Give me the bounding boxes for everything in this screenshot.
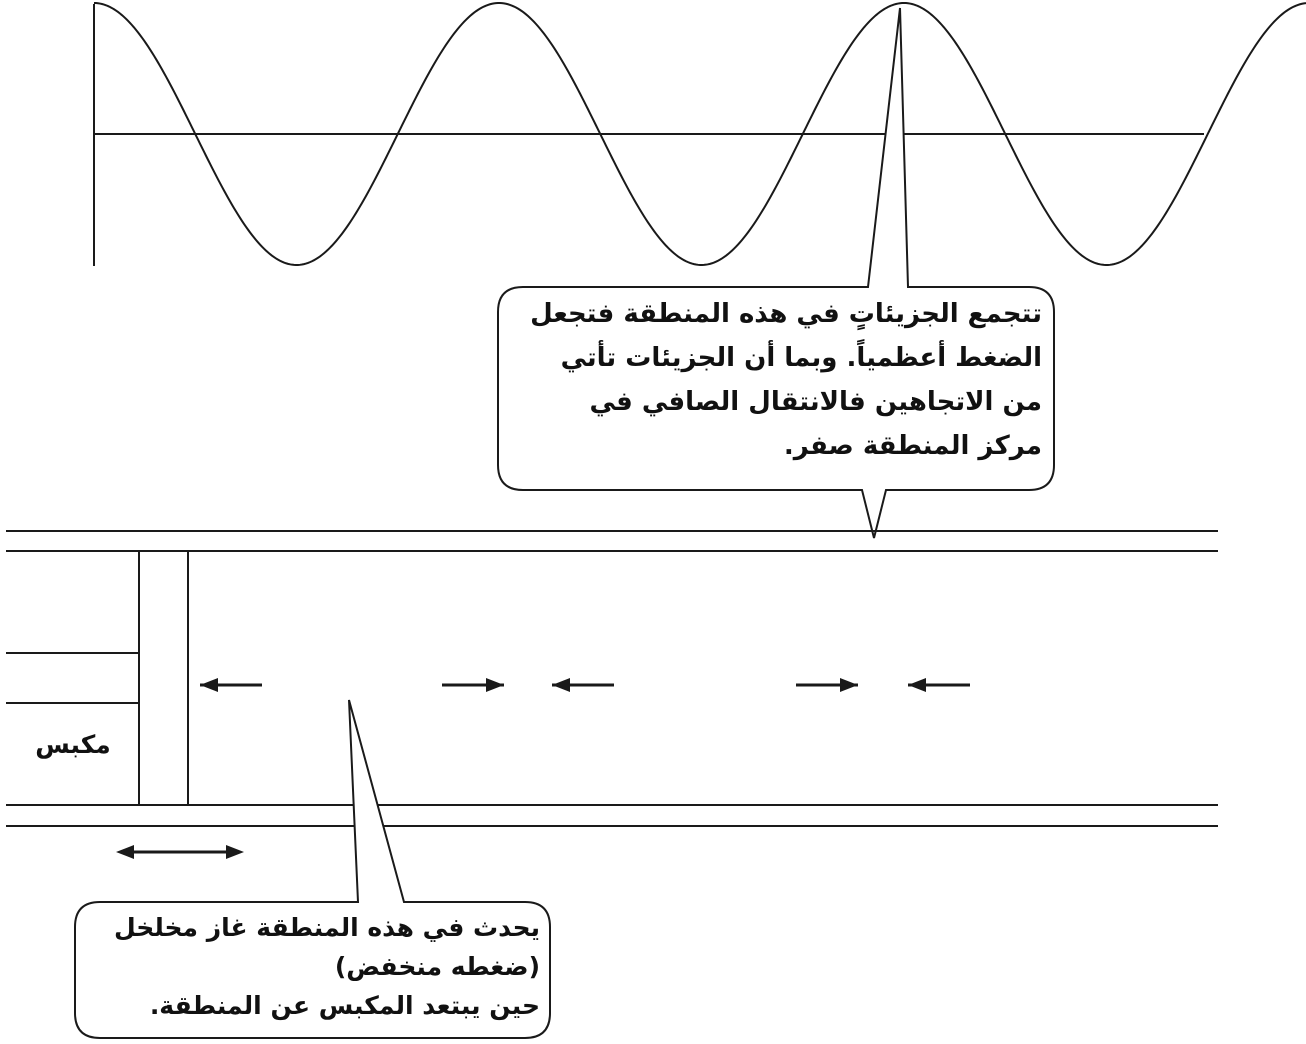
rarefaction-callout-text bbox=[84, 908, 540, 1025]
compression-line-4: مركز المنطقة صفر. bbox=[783, 431, 1042, 461]
compression-callout-text bbox=[512, 292, 1042, 468]
molecule-arrow-right bbox=[442, 678, 504, 692]
rarefaction-line-3: حين يبتعد المكبس عن المنطقة. bbox=[149, 991, 540, 1020]
molecule-arrow-right bbox=[796, 678, 858, 692]
molecule-arrow-left bbox=[908, 678, 970, 692]
compression-line-1: تتجمع الجزيئاتٍ في هذه المنطقة فتجعل bbox=[530, 299, 1042, 329]
molecule-arrows bbox=[200, 678, 970, 692]
piston-arrow-right-head bbox=[226, 845, 244, 859]
molecule-arrow-left bbox=[552, 678, 614, 692]
piston-label: مكبس bbox=[35, 730, 111, 759]
rarefaction-line-2: (ضغطه منخفض) bbox=[334, 952, 540, 981]
rarefaction-line-1: يحدث في هذه المنطقة غاز مخلخل bbox=[113, 913, 540, 942]
molecule-arrow-left bbox=[200, 678, 262, 692]
compression-line-2: الضغط أعظمياً. وبما أن الجزيئات تأتي bbox=[560, 343, 1042, 373]
compression-line-3: من الاتجاهين فالانتقال الصافي في bbox=[589, 387, 1042, 417]
piston-arrow-left-head bbox=[116, 845, 134, 859]
